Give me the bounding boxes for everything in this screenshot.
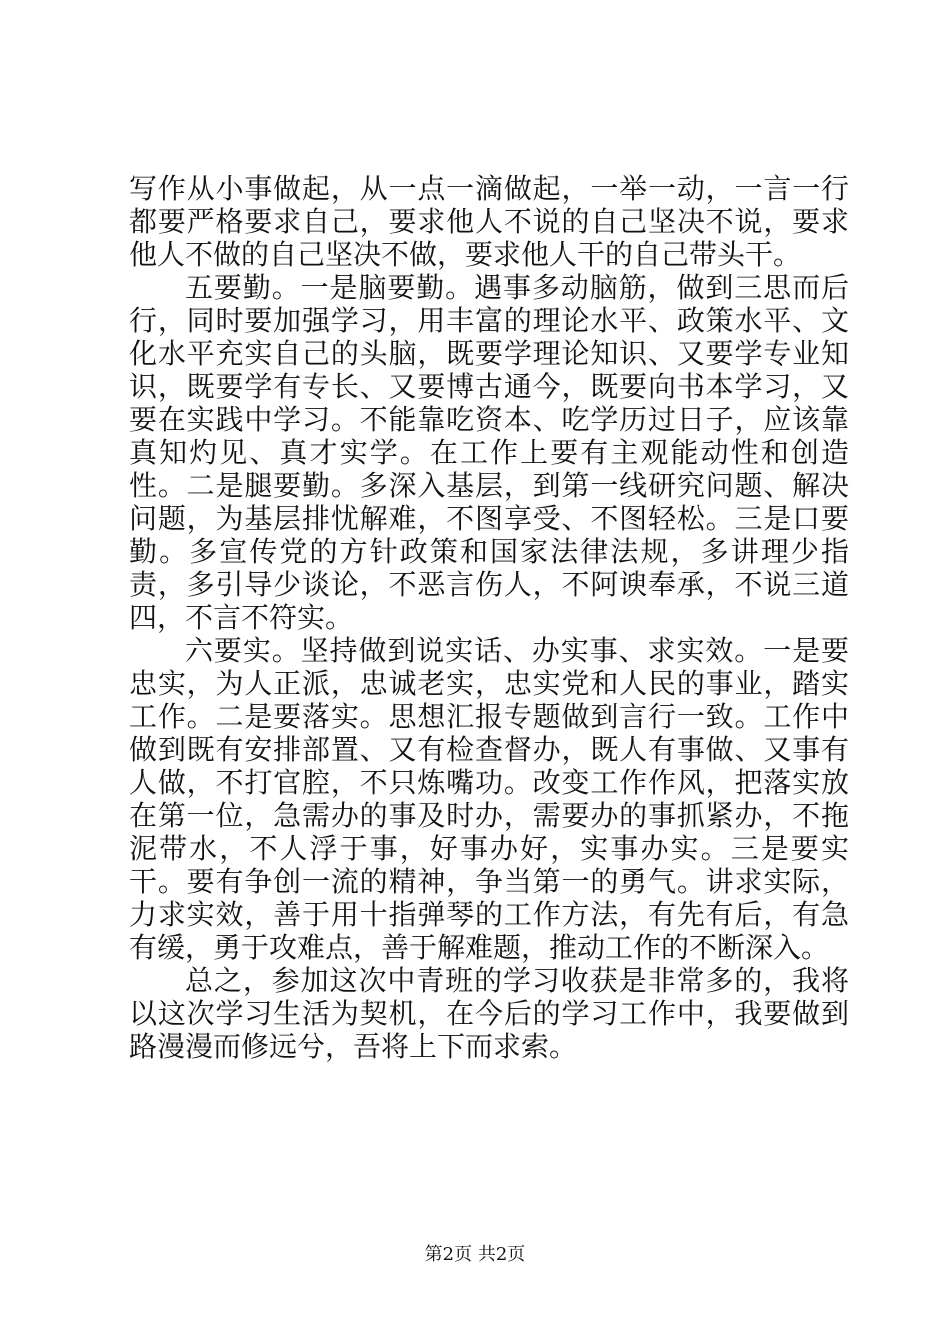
paragraph-five-diligence: 五要勤。一是脑要勤。遇事多动脑筋，做到三思而后行，同时要加强学习，用丰富的理论水平、政策水平、文化水平充实自己的头脑，既要学理论知识、又要学专业知识，既要学有专长、又要博古通今，既要向书本学习，又要在实践中学习。不能靠吃资本、吃学历过日子，应该靠真知灼见、真才实学。在工作上要有主观能动性和创造性。二是腿要勤。多深入基层，到第一线研究问题、解决问题，为基层排忧解难，不图享受、不图轻松。三是口要勤。多宣传党的方针政策和国家法律法规，多讲理少指责，多引导少谈论，不恶言伤人，不阿谀奉承，不说三道四，不言不符实。 [129, 271, 849, 634]
paragraph-conclusion: 总之，参加这次中青班的学习收获是非常多的，我将以这次学习生活为契机，在今后的学习工作中，我要做到路漫漫而修远兮，吾将上下而求索。 [129, 964, 849, 1063]
document-body [129, 172, 849, 1063]
paragraph-six-practical: 六要实。坚持做到说实话、办实事、求实效。一是要忠实，为人正派，忠诚老实，忠实党和人民的事业，踏实工作。二是要落实。思想汇报专题做到言行一致。工作中做到既有安排部置、又有检查督办，既人有事做、又事有人做，不打官腔，不只炼嘴功。改变工作作风，把落实放在第一位，急需办的事及时办，需要办的事抓紧办，不拖泥带水，不人浮于事，好事办好，实事办实。三是要实干。要有争创一流的精神，争当第一的勇气。讲求实际，力求实效，善于用十指弹琴的工作方法，有先有后，有急有缓，勇于攻难点，善于解难题，推动工作的不断深入。 [129, 634, 849, 964]
page-footer: 第2页 共2页 [424, 1244, 526, 1265]
paragraph-continuation: 写作从小事做起，从一点一滴做起，一举一动，一言一行都要严格要求自己，要求他人不说的自己坚决不说，要求他人不做的自己坚决不做，要求他人干的自己带头干。 [129, 172, 849, 271]
